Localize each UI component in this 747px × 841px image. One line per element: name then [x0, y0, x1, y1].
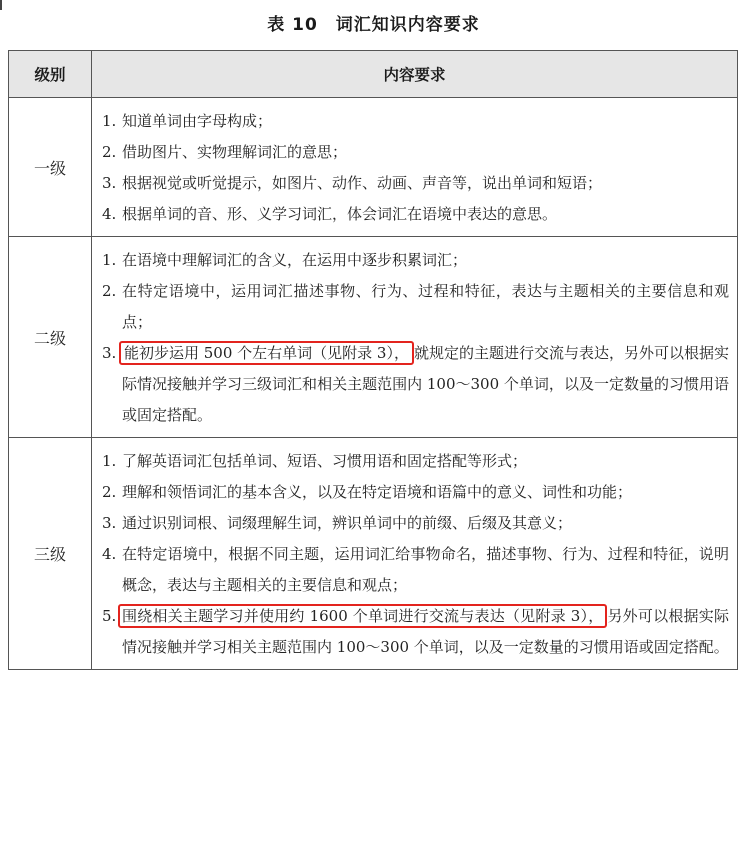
list-item: [102, 338, 729, 431]
highlighted-phrase: 围绕相关主题学习并使用约 1600 个单词进行交流与表达（见附录 3），: [118, 604, 607, 628]
item-text: [122, 601, 729, 663]
item-text: 借助图片、实物理解词汇的意思；: [122, 143, 348, 161]
item-number: 2.: [102, 143, 117, 161]
item-text: 知道单词由字母构成；: [122, 112, 273, 130]
item-number: 3.: [102, 174, 117, 192]
item-number: 5.: [102, 607, 117, 625]
list-item: [102, 276, 729, 338]
item-text-rest: 另外可以根据实际情况接触并学习相关主题范围内 100～300 个单词，以及一定数量的习惯用语或固定搭配。: [122, 607, 729, 656]
item-text: 通过识别词根、词缀理解生词，辨识单词中的前缀、后缀及其意义；: [122, 514, 573, 532]
level-label: 二级: [9, 237, 92, 438]
content-cell: [92, 438, 738, 670]
highlighted-phrase: 能初步运用 500 个左右单词（见附录 3），: [119, 341, 414, 365]
list-item: [102, 199, 729, 230]
table-row-level-3: [9, 438, 738, 670]
item-text: 在语境中理解词汇的含义，在运用中逐步积累词汇；: [122, 251, 468, 269]
item-number: 3.: [102, 344, 117, 362]
list-item: [102, 477, 729, 508]
item-text: [122, 338, 729, 431]
level-label: 三级: [9, 438, 92, 670]
table-number: 表 10: [267, 15, 318, 35]
content-cell: [92, 237, 738, 438]
item-number: 3.: [102, 514, 117, 532]
page-edge-rule: [0, 0, 2, 10]
list-item: [102, 601, 729, 663]
table-row-level-2: [9, 237, 738, 438]
table-title: 词汇知识内容要求: [335, 15, 480, 35]
list-item: [102, 137, 729, 168]
level-label: 一级: [9, 98, 92, 237]
header-content: 内容要求: [92, 51, 738, 98]
item-number: 4.: [102, 545, 117, 563]
item-text: 在特定语境中，根据不同主题，运用词汇给事物命名，描述事物、行为、过程和特征，说明概念，表达与主题相关的主要信息和观点；: [122, 545, 729, 594]
item-number: 1.: [102, 251, 117, 269]
header-row: [9, 51, 738, 98]
item-text: 了解英语词汇包括单词、短语、习惯用语和固定搭配等形式；: [122, 452, 528, 470]
item-number: 4.: [102, 205, 117, 223]
item-text: 在特定语境中，运用词汇描述事物、行为、过程和特征，表达与主题相关的主要信息和观点；: [122, 282, 729, 331]
item-number: 2.: [102, 483, 117, 501]
vocabulary-requirements-table: [8, 50, 738, 670]
item-number: 2.: [102, 282, 117, 300]
list-item: [102, 508, 729, 539]
list-item: [102, 446, 729, 477]
list-item: [102, 168, 729, 199]
content-cell: [92, 98, 738, 237]
item-number: 1.: [102, 452, 117, 470]
item-number: 1.: [102, 112, 117, 130]
item-text: 根据视觉或听觉提示，如图片、动作、动画、声音等，说出单词和短语；: [122, 174, 603, 192]
list-item: [102, 539, 729, 601]
list-item: [102, 106, 729, 137]
table-caption: [0, 10, 747, 35]
header-level: 级别: [9, 51, 92, 98]
item-text: 根据单词的音、形、义学习词汇，体会词汇在语境中表达的意思。: [122, 205, 558, 223]
table-row-level-1: [9, 98, 738, 237]
item-text: 理解和领悟词汇的基本含义，以及在特定语境和语篇中的意义、词性和功能；: [122, 483, 633, 501]
item-text-rest: 就规定的主题进行交流与表达，另外可以根据实际情况接触并学习三级词汇和相关主题范围内 100～300 个单词，以及一定数量的习惯用语或固定搭配。: [122, 344, 729, 424]
list-item: [102, 245, 729, 276]
